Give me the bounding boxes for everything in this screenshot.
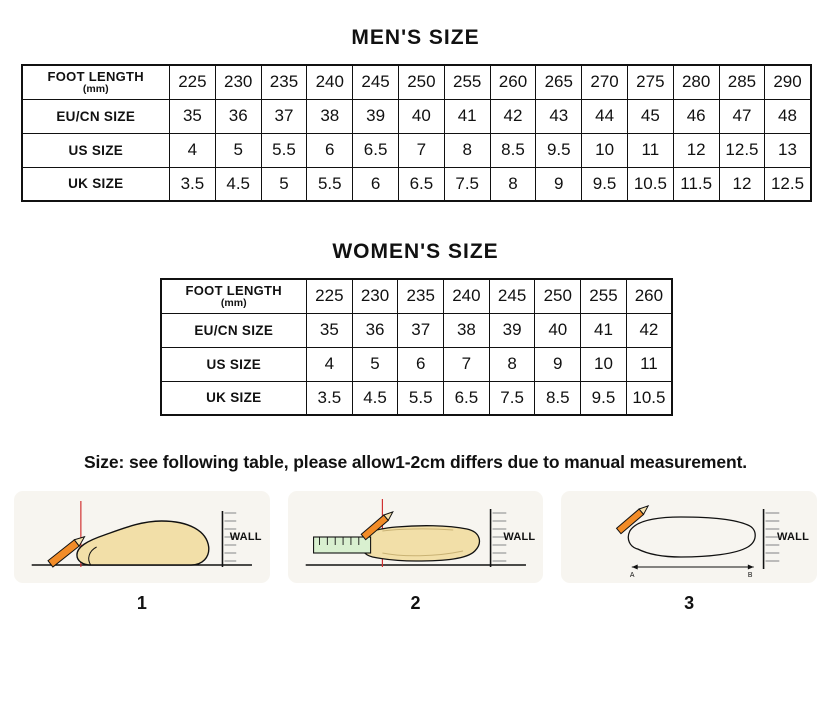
row-header-eu-cn-size: EU/CN SIZE [22, 99, 170, 133]
table-row [22, 167, 811, 201]
row-header-sublabel: (mm) [220, 296, 247, 309]
step-3-illustration [561, 491, 817, 583]
cell: 9 [535, 347, 581, 381]
womens-size-table [160, 278, 674, 416]
cell: 12 [719, 167, 765, 201]
step-1-illustration [14, 491, 270, 583]
cell: 8 [444, 133, 490, 167]
cell: 7.5 [489, 381, 535, 415]
row-header-label: FOOT LENGTH [47, 68, 144, 84]
cell: 260 [490, 65, 536, 99]
table-row [161, 279, 673, 313]
cell: 6 [307, 133, 353, 167]
cell: 38 [444, 313, 490, 347]
cell: 8.5 [490, 133, 536, 167]
cell: 35 [170, 99, 216, 133]
cell: 6 [398, 347, 444, 381]
cell: 235 [398, 279, 444, 313]
cell: 35 [307, 313, 353, 347]
cell: 240 [307, 65, 353, 99]
cell: 9 [536, 167, 582, 201]
cell: 45 [627, 99, 673, 133]
cell: 3.5 [170, 167, 216, 201]
measurement-step-3 [561, 491, 817, 614]
cell: 285 [719, 65, 765, 99]
svg-text:B: B [748, 571, 753, 580]
cell: 36 [215, 99, 261, 133]
wall-label: WALL [503, 531, 536, 543]
cell: 40 [535, 313, 581, 347]
cell: 8.5 [535, 381, 581, 415]
step-number: 2 [410, 593, 421, 613]
svg-text:A: A [630, 571, 635, 580]
cell: 270 [582, 65, 628, 99]
cell: 260 [626, 279, 672, 313]
wall-label: WALL [229, 531, 262, 543]
row-header-us-size: US SIZE [161, 347, 307, 381]
cell: 12 [673, 133, 719, 167]
row-header-label: FOOT LENGTH [185, 282, 282, 298]
cell: 5.5 [307, 167, 353, 201]
cell: 250 [535, 279, 581, 313]
womens-size-title: WOMEN'S SIZE [332, 240, 499, 263]
cell: 12.5 [719, 133, 765, 167]
row-header-foot-length [22, 65, 170, 99]
cell: 37 [398, 313, 444, 347]
cell: 5 [261, 167, 307, 201]
cell: 245 [353, 65, 399, 99]
row-header-uk-size: UK SIZE [161, 381, 307, 415]
table-row [161, 381, 673, 415]
cell: 10.5 [626, 381, 672, 415]
wall-label: WALL [777, 531, 810, 543]
cell: 255 [581, 279, 627, 313]
cell: 250 [398, 65, 444, 99]
step-2-illustration [288, 491, 544, 583]
row-header-sublabel: (mm) [82, 82, 109, 95]
cell: 38 [307, 99, 353, 133]
size-chart-page [0, 26, 831, 726]
cell: 39 [353, 99, 399, 133]
cell: 5.5 [261, 133, 307, 167]
row-header-eu-cn-size: EU/CN SIZE [161, 313, 307, 347]
cell: 10.5 [627, 167, 673, 201]
womens-table-wrapper [160, 278, 672, 416]
cell: 5 [215, 133, 261, 167]
cell: 12.5 [765, 167, 811, 201]
cell: 48 [765, 99, 811, 133]
mens-table-wrapper [21, 64, 811, 202]
cell: 42 [626, 313, 672, 347]
step-number: 3 [684, 593, 695, 613]
cell: 6.5 [444, 381, 490, 415]
cell: 235 [261, 65, 307, 99]
cell: 10 [582, 133, 628, 167]
cell: 265 [536, 65, 582, 99]
table-row [161, 313, 673, 347]
cell: 41 [444, 99, 490, 133]
cell: 225 [170, 65, 216, 99]
table-row [22, 133, 811, 167]
cell: 6.5 [398, 167, 444, 201]
cell: 255 [444, 65, 490, 99]
mens-size-title: MEN'S SIZE [351, 26, 480, 49]
step-number: 1 [136, 593, 147, 613]
cell: 230 [352, 279, 398, 313]
table-row [22, 99, 811, 133]
cell: 280 [673, 65, 719, 99]
cell: 4.5 [215, 167, 261, 201]
measurement-step-2 [288, 491, 544, 614]
cell: 40 [398, 99, 444, 133]
table-row [161, 347, 673, 381]
cell: 3.5 [307, 381, 353, 415]
cell: 4.5 [352, 381, 398, 415]
cell: 5 [352, 347, 398, 381]
cell: 230 [215, 65, 261, 99]
cell: 11.5 [673, 167, 719, 201]
mens-size-table [21, 64, 812, 202]
cell: 42 [490, 99, 536, 133]
cell: 7 [398, 133, 444, 167]
cell: 46 [673, 99, 719, 133]
cell: 290 [765, 65, 811, 99]
cell: 11 [626, 347, 672, 381]
cell: 47 [719, 99, 765, 133]
cell: 245 [489, 279, 535, 313]
cell: 9.5 [536, 133, 582, 167]
cell: 275 [627, 65, 673, 99]
cell: 44 [582, 99, 628, 133]
measurement-steps [14, 491, 817, 614]
cell: 9.5 [581, 381, 627, 415]
cell: 43 [536, 99, 582, 133]
cell: 8 [489, 347, 535, 381]
cell: 4 [170, 133, 216, 167]
cell: 37 [261, 99, 307, 133]
cell: 6 [353, 167, 399, 201]
cell: 10 [581, 347, 627, 381]
cell: 6.5 [353, 133, 399, 167]
row-header-uk-size: UK SIZE [22, 167, 170, 201]
cell: 41 [581, 313, 627, 347]
cell: 225 [307, 279, 353, 313]
measurement-note: Size: see following table, please allow1-2cm differs due to manual measurement. [83, 452, 748, 472]
row-header-foot-length [161, 279, 307, 313]
cell: 7 [444, 347, 490, 381]
cell: 36 [352, 313, 398, 347]
measurement-step-1 [14, 491, 270, 614]
cell: 11 [627, 133, 673, 167]
cell: 7.5 [444, 167, 490, 201]
cell: 4 [307, 347, 353, 381]
cell: 9.5 [582, 167, 628, 201]
cell: 240 [444, 279, 490, 313]
cell: 5.5 [398, 381, 444, 415]
table-row [22, 65, 811, 99]
row-header-us-size: US SIZE [22, 133, 170, 167]
cell: 8 [490, 167, 536, 201]
cell: 39 [489, 313, 535, 347]
cell: 13 [765, 133, 811, 167]
